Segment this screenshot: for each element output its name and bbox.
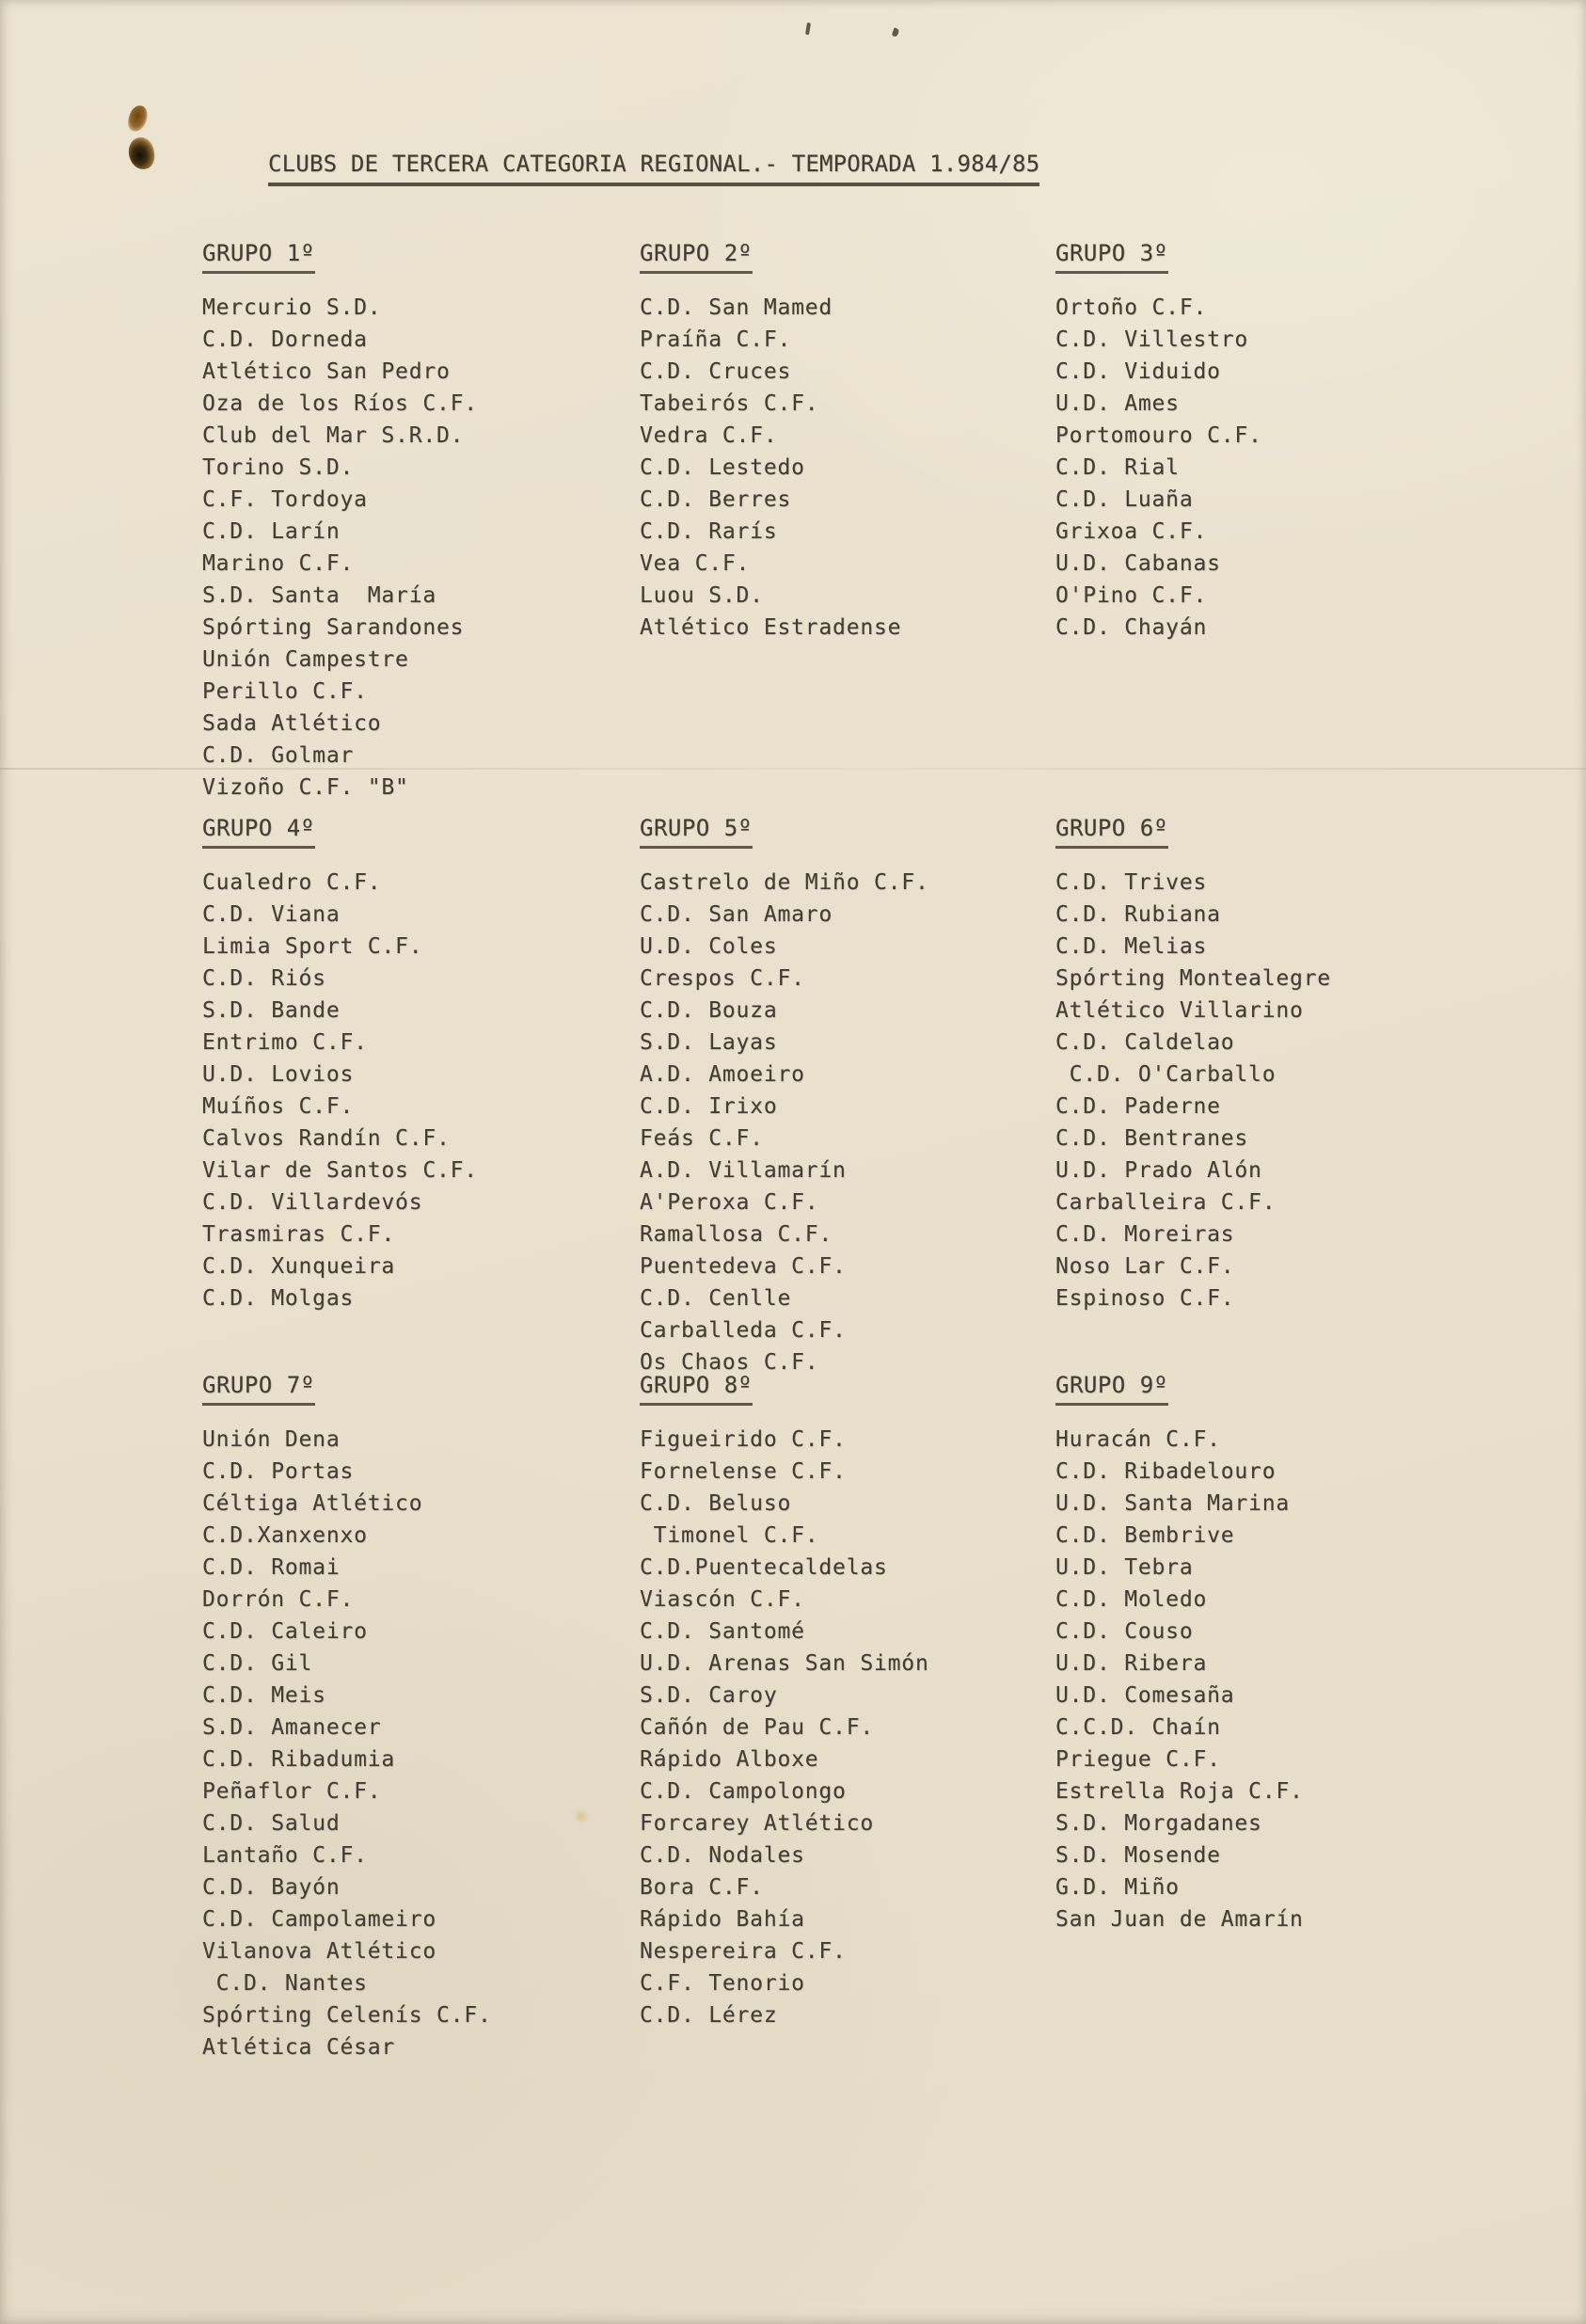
club-item: Timonel C.F. <box>640 1523 819 1548</box>
club-item: Luou S.D. <box>640 583 764 608</box>
club-item: U.D. Coles <box>640 934 778 959</box>
club-item: C.D. San Mamed <box>640 295 833 320</box>
club-item: C.D. Bembrive <box>1055 1523 1235 1548</box>
club-item: Noso Lar C.F. <box>1055 1254 1235 1279</box>
club-item: C.D. Santomé <box>640 1619 805 1644</box>
club-item: C.D. Moledo <box>1055 1587 1208 1612</box>
club-item: C.D. Gil <box>202 1651 313 1676</box>
club-item: Vilanova Atlético <box>202 1939 437 1964</box>
club-item: S.D. Caroy <box>640 1683 778 1708</box>
club-item: C.D. Rubiana <box>1055 902 1221 927</box>
club-item: Huracán C.F. <box>1055 1427 1221 1452</box>
page-title <box>268 149 1039 186</box>
club-item: Priegue C.F. <box>1055 1747 1221 1772</box>
club-item: Unión Dena <box>202 1427 341 1452</box>
club-item: Limia Sport C.F. <box>202 934 423 959</box>
club-item: Cualedro C.F. <box>202 870 382 895</box>
club-item: Atlético Villarino <box>1055 998 1304 1023</box>
group-label: GRUPO 9º <box>1055 1369 1168 1406</box>
club-item: Forcarey Atlético <box>640 1811 875 1836</box>
club-item: C.D. Villestro <box>1055 327 1249 352</box>
club-item: Cañón de Pau C.F. <box>640 1715 875 1740</box>
club-item: Rápido Bahía <box>640 1907 805 1932</box>
club-item: Lantaño C.F. <box>202 1843 368 1868</box>
club-item: O'Pino C.F. <box>1055 583 1208 608</box>
club-item: Crespos C.F. <box>640 966 805 991</box>
group-header <box>1055 1369 1304 1406</box>
club-item: C.D. Xunqueira <box>202 1254 396 1279</box>
club-item: C.D. Couso <box>1055 1619 1194 1644</box>
club-item: U.D. Prado Alón <box>1055 1158 1262 1183</box>
group-header <box>640 812 929 849</box>
club-list <box>640 1424 929 2031</box>
club-item: C.D. Trives <box>1055 870 1208 895</box>
club-item: Dorrón C.F. <box>202 1587 355 1612</box>
club-item: C.D. Larín <box>202 519 341 544</box>
club-list <box>640 867 929 1378</box>
group-grupo-5 <box>640 812 929 1378</box>
club-item: Portomouro C.F. <box>1055 423 1262 448</box>
club-item: S.D. Bande <box>202 998 341 1023</box>
club-item: U.D. Tebra <box>1055 1555 1194 1580</box>
club-item: Nespereira C.F. <box>640 1939 847 1964</box>
club-item: C.D. Bayón <box>202 1875 341 1900</box>
club-item: C.D. Caldelao <box>1055 1030 1235 1055</box>
club-item: Spórting Celenís C.F. <box>202 2003 492 2028</box>
club-item: Tabeirós C.F. <box>640 391 819 416</box>
group-grupo-3 <box>1055 237 1262 644</box>
club-item: C.D. Romai <box>202 1555 341 1580</box>
club-item: Trasmiras C.F. <box>202 1222 396 1247</box>
page-title-text: CLUBS DE TERCERA CATEGORIA REGIONAL.- TEMPORADA 1.984/85 <box>268 149 1039 186</box>
stray-ink-mark <box>805 23 811 35</box>
club-item: Grixoa C.F. <box>1055 519 1208 544</box>
club-item: C.D. Campolongo <box>640 1779 847 1804</box>
club-item: C.F. Tordoya <box>202 487 368 512</box>
club-list <box>1055 1424 1304 1935</box>
club-item: C.D.Xanxenxo <box>202 1523 368 1548</box>
club-item: Unión Campestre <box>202 647 409 672</box>
group-grupo-7 <box>202 1369 492 2063</box>
club-item: C.D. Salud <box>202 1811 341 1836</box>
club-item: A.D. Villamarín <box>640 1158 847 1183</box>
club-item: S.D. Layas <box>640 1030 778 1055</box>
club-item: U.D. Comesaña <box>1055 1683 1235 1708</box>
club-item: C.D. Portas <box>202 1459 355 1484</box>
group-label: GRUPO 1º <box>202 237 315 274</box>
club-item: Mercurio S.D. <box>202 295 382 320</box>
club-item: C.D. Viduido <box>1055 359 1221 384</box>
group-header <box>202 1369 492 1406</box>
club-item: C.D. Lestedo <box>640 455 805 480</box>
club-item: S.D. Santa María <box>202 583 437 608</box>
club-item: C.D. Viana <box>202 902 341 927</box>
club-item: C.D. Chayán <box>1055 615 1208 640</box>
group-label: GRUPO 6º <box>1055 812 1168 849</box>
club-item: C.D. Molgas <box>202 1286 355 1311</box>
club-item: C.D. Meis <box>202 1683 326 1708</box>
club-item: Praíña C.F. <box>640 327 792 352</box>
group-header <box>640 237 901 274</box>
club-item: C.D. Berres <box>640 487 792 512</box>
club-item: Vilar de Santos C.F. <box>202 1158 478 1183</box>
club-item: Rápido Alboxe <box>640 1747 819 1772</box>
club-item: C.D. Moreiras <box>1055 1222 1235 1247</box>
club-item: Vea C.F. <box>640 551 751 576</box>
club-item: Club del Mar S.R.D. <box>202 423 465 448</box>
group-label: GRUPO 2º <box>640 237 753 274</box>
club-item: S.D. Morgadanes <box>1055 1811 1262 1836</box>
club-item: C.D. Golmar <box>202 743 355 768</box>
club-item: U.D. Arenas San Simón <box>640 1651 929 1676</box>
group-grupo-6 <box>1055 812 1331 1314</box>
club-item: Espinoso C.F. <box>1055 1286 1235 1311</box>
club-item: Ortoño C.F. <box>1055 295 1208 320</box>
group-label: GRUPO 5º <box>640 812 753 849</box>
club-item: Castrelo de Miño C.F. <box>640 870 929 895</box>
club-list <box>202 292 478 804</box>
group-grupo-8 <box>640 1369 929 2031</box>
group-label: GRUPO 7º <box>202 1369 315 1406</box>
club-item: C.D. Melias <box>1055 934 1208 959</box>
club-item: C.D. Lérez <box>640 2003 778 2028</box>
club-item: U.D. Cabanas <box>1055 551 1221 576</box>
ink-blot-icon <box>126 103 149 133</box>
club-item: Figueirido C.F. <box>640 1427 847 1452</box>
club-item: C.D. Riós <box>202 966 326 991</box>
group-grupo-2 <box>640 237 901 644</box>
group-header <box>1055 237 1262 274</box>
club-list <box>202 867 478 1314</box>
paper-stain <box>574 1810 589 1823</box>
group-label: GRUPO 4º <box>202 812 315 849</box>
club-item: C.D. Rial <box>1055 455 1180 480</box>
club-list <box>202 1424 492 2063</box>
club-item: Atlético Estradense <box>640 615 902 640</box>
club-item: C.D. Campolameiro <box>202 1907 437 1932</box>
club-item: C.D. San Amaro <box>640 902 833 927</box>
club-item: U.D. Santa Marina <box>1055 1491 1291 1516</box>
club-item: Fornelense C.F. <box>640 1459 847 1484</box>
club-item: Vedra C.F. <box>640 423 778 448</box>
stray-ink-mark <box>892 27 900 38</box>
club-item: C.D. Irixo <box>640 1094 778 1119</box>
club-item: Spórting Montealegre <box>1055 966 1331 991</box>
club-item: Vizoño C.F. "B" <box>202 775 409 800</box>
club-item: U.D. Ames <box>1055 391 1180 416</box>
club-item: C.D. Beluso <box>640 1491 792 1516</box>
club-item: Feás C.F. <box>640 1126 764 1151</box>
club-item: C.D. Bentranes <box>1055 1126 1249 1151</box>
group-label: GRUPO 3º <box>1055 237 1168 274</box>
club-list <box>640 292 901 644</box>
club-item: Perillo C.F. <box>202 679 368 704</box>
club-item: C.D. Ribadumia <box>202 1747 396 1772</box>
group-header <box>640 1369 929 1406</box>
club-item: Os Chaos C.F. <box>640 1350 819 1375</box>
club-item: C.D. O'Carballo <box>1055 1062 1277 1087</box>
club-item: C.D. Nantes <box>202 1971 368 1996</box>
group-header <box>202 237 478 274</box>
club-item: C.D. Rarís <box>640 519 778 544</box>
club-item: Entrimo C.F. <box>202 1030 368 1055</box>
club-item: A'Peroxa C.F. <box>640 1190 819 1215</box>
club-item: Calvos Randín C.F. <box>202 1126 451 1151</box>
club-item: Carballeira C.F. <box>1055 1190 1277 1215</box>
club-item: C.D. Paderne <box>1055 1094 1221 1119</box>
ink-blot-icon <box>127 135 156 170</box>
club-item: C.D. Cruces <box>640 359 792 384</box>
club-item: C.D. Bouza <box>640 998 778 1023</box>
club-item: C.D. Luaña <box>1055 487 1194 512</box>
group-grupo-9 <box>1055 1369 1304 1935</box>
club-item: Peñaflor C.F. <box>202 1779 382 1804</box>
club-item: Oza de los Ríos C.F. <box>202 391 478 416</box>
group-header <box>1055 812 1331 849</box>
club-item: Estrella Roja C.F. <box>1055 1779 1304 1804</box>
club-item: C.D. Villardevós <box>202 1190 423 1215</box>
club-item: Marino C.F. <box>202 551 355 576</box>
club-item: Muíños C.F. <box>202 1094 355 1119</box>
club-item: Céltiga Atlético <box>202 1491 423 1516</box>
club-list <box>1055 867 1331 1314</box>
group-label: GRUPO 8º <box>640 1369 753 1406</box>
club-item: Carballeda C.F. <box>640 1318 847 1343</box>
club-item: Ramallosa C.F. <box>640 1222 833 1247</box>
club-item: Sada Atlético <box>202 711 382 736</box>
club-item: C.D. Cenlle <box>640 1286 792 1311</box>
club-item: Puentedeva C.F. <box>640 1254 847 1279</box>
club-item: Atlética César <box>202 2035 396 2060</box>
club-item: Viascón C.F. <box>640 1587 805 1612</box>
club-item: A.D. Amoeiro <box>640 1062 805 1087</box>
club-list <box>1055 292 1262 644</box>
club-item: U.D. Lovios <box>202 1062 355 1087</box>
club-item: C.C.D. Chaín <box>1055 1715 1221 1740</box>
group-header <box>202 812 478 849</box>
group-grupo-1 <box>202 237 478 804</box>
group-grupo-4 <box>202 812 478 1314</box>
club-item: C.D. Dorneda <box>202 327 368 352</box>
club-item: C.D. Ribadelouro <box>1055 1459 1277 1484</box>
club-item: San Juan de Amarín <box>1055 1907 1304 1932</box>
club-item: Bora C.F. <box>640 1875 764 1900</box>
club-item: Spórting Sarandones <box>202 615 465 640</box>
club-item: Atlético San Pedro <box>202 359 451 384</box>
club-item: C.D. Nodales <box>640 1843 805 1868</box>
club-item: U.D. Ribera <box>1055 1651 1208 1676</box>
club-item: S.D. Amanecer <box>202 1715 382 1740</box>
club-item: C.D.Puentecaldelas <box>640 1555 888 1580</box>
club-item: Torino S.D. <box>202 455 355 480</box>
club-item: C.F. Tenorio <box>640 1971 805 1996</box>
club-item: S.D. Mosende <box>1055 1843 1221 1868</box>
club-item: G.D. Miño <box>1055 1875 1180 1900</box>
club-item: C.D. Caleiro <box>202 1619 368 1644</box>
